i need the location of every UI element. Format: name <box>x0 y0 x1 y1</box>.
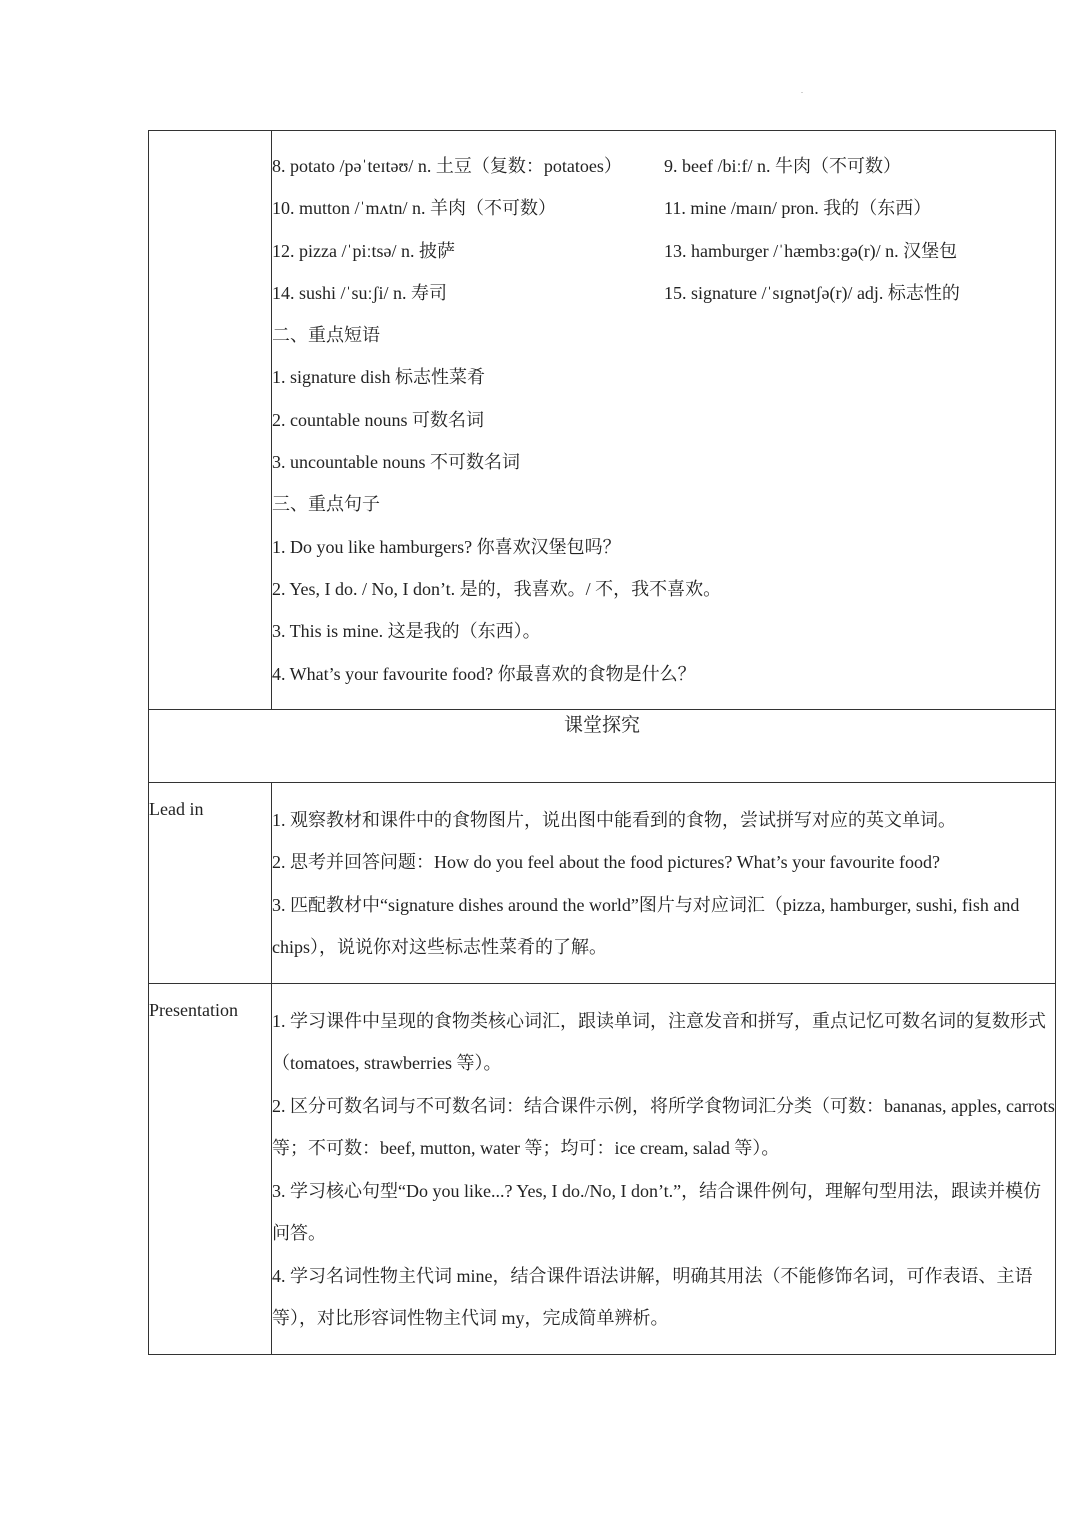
lead-in-item: 2. 思考并回答问题：How do you feel about the food pictures? What’s your favourite food? <box>272 852 941 873</box>
presentation-item: 2. 区分可数名词与不可数名词：结合课件示例，将所学食物词汇分类（可数：bananas, apples, carrots 等；不可数：beef, mutton, water 等；均可：ice cream, salad 等）。 <box>272 1095 1055 1159</box>
vocab-item: 11. mine /maɪn/ pron. 我的（东西） <box>664 198 932 219</box>
vocab-row <box>272 187 1055 229</box>
vocab-item: 15. signature /ˈsɪgnətʃə(r)/ adj. 标志性的 <box>664 282 960 303</box>
vocab-item: 8. potato /pəˈteɪtəʊ/ n. 土豆（复数：potatoes） <box>272 156 622 176</box>
sentence-item: 3. This is mine. 这是我的（东西）。 <box>272 621 541 642</box>
phrases-heading: 二、重点短语 <box>272 325 380 346</box>
vocab-item: 10. mutton /ˈmʌtn/ n. 羊肉（不可数） <box>272 198 557 219</box>
vocab-item: 12. pizza /ˈpiːtsə/ n. 披萨 <box>272 240 455 261</box>
knowledge-content <box>272 131 1056 710</box>
knowledge-row <box>149 131 1056 710</box>
empty-label-cell <box>149 131 272 710</box>
lead-in-row <box>149 782 1056 983</box>
sentence-item: 1. Do you like hamburgers? 你喜欢汉堡包吗？ <box>272 536 621 557</box>
phrase-item: 1. signature dish 标志性菜肴 <box>272 367 485 388</box>
presentation-row <box>149 983 1056 1354</box>
presentation-item: 4. 学习名词性物主代词 mine，结合课件语法讲解，明确其用法（不能修饰名词，可作表语、主语等），对比形容词性物主代词 my，完成简单辨析。 <box>272 1265 1033 1329</box>
lead-in-item: 1. 观察教材和课件中的食物图片，说出图中能看到的食物，尝试拼写对应的英文单词。 <box>272 809 956 830</box>
lead-in-content <box>272 782 1056 983</box>
page-mark: . <box>801 86 803 95</box>
section-title: 课堂探究 <box>149 709 1056 782</box>
vocab-row <box>272 272 1055 314</box>
vocab-item: 14. sushi /ˈsuːʃi/ n. 寿司 <box>272 282 448 303</box>
phrase-item: 3. uncountable nouns 不可数名词 <box>272 452 520 473</box>
section-header-row <box>149 709 1056 782</box>
sentence-item: 4. What’s your favourite food? 你最喜欢的食物是什么？ <box>272 663 696 684</box>
lead-in-item: 3. 匹配教材中“signature dishes around the world”图片与对应词汇（pizza, hamburger, sushi, fish and chips），说说你对这些标志性菜肴的了解。 <box>272 894 1020 958</box>
lesson-plan-table <box>148 130 1056 1355</box>
presentation-content <box>272 983 1056 1354</box>
lead-in-label: Lead in <box>149 782 272 983</box>
vocab-row <box>272 230 1055 272</box>
vocab-row <box>272 145 1055 187</box>
phrase-item: 2. countable nouns 可数名词 <box>272 409 484 430</box>
sentences-heading: 三、重点句子 <box>272 494 380 515</box>
presentation-item: 3. 学习核心句型“Do you like...? Yes, I do./No, I don’t.”，结合课件例句，理解句型用法，跟读并模仿问答。 <box>272 1180 1042 1244</box>
sentence-item: 2. Yes, I do. / No, I don’t. 是的，我喜欢。/ 不，我不喜欢。 <box>272 578 722 599</box>
presentation-label: Presentation <box>149 983 272 1354</box>
presentation-item: 1. 学习课件中呈现的食物类核心词汇，跟读单词，注意发音和拼写，重点记忆可数名词的复数形式（tomatoes, strawberries 等）。 <box>272 1010 1046 1074</box>
vocab-item: 13. hamburger /ˈhæmbɜːgə(r)/ n. 汉堡包 <box>664 240 958 261</box>
vocab-item: 9. beef /biːf/ n. 牛肉（不可数） <box>664 156 901 176</box>
